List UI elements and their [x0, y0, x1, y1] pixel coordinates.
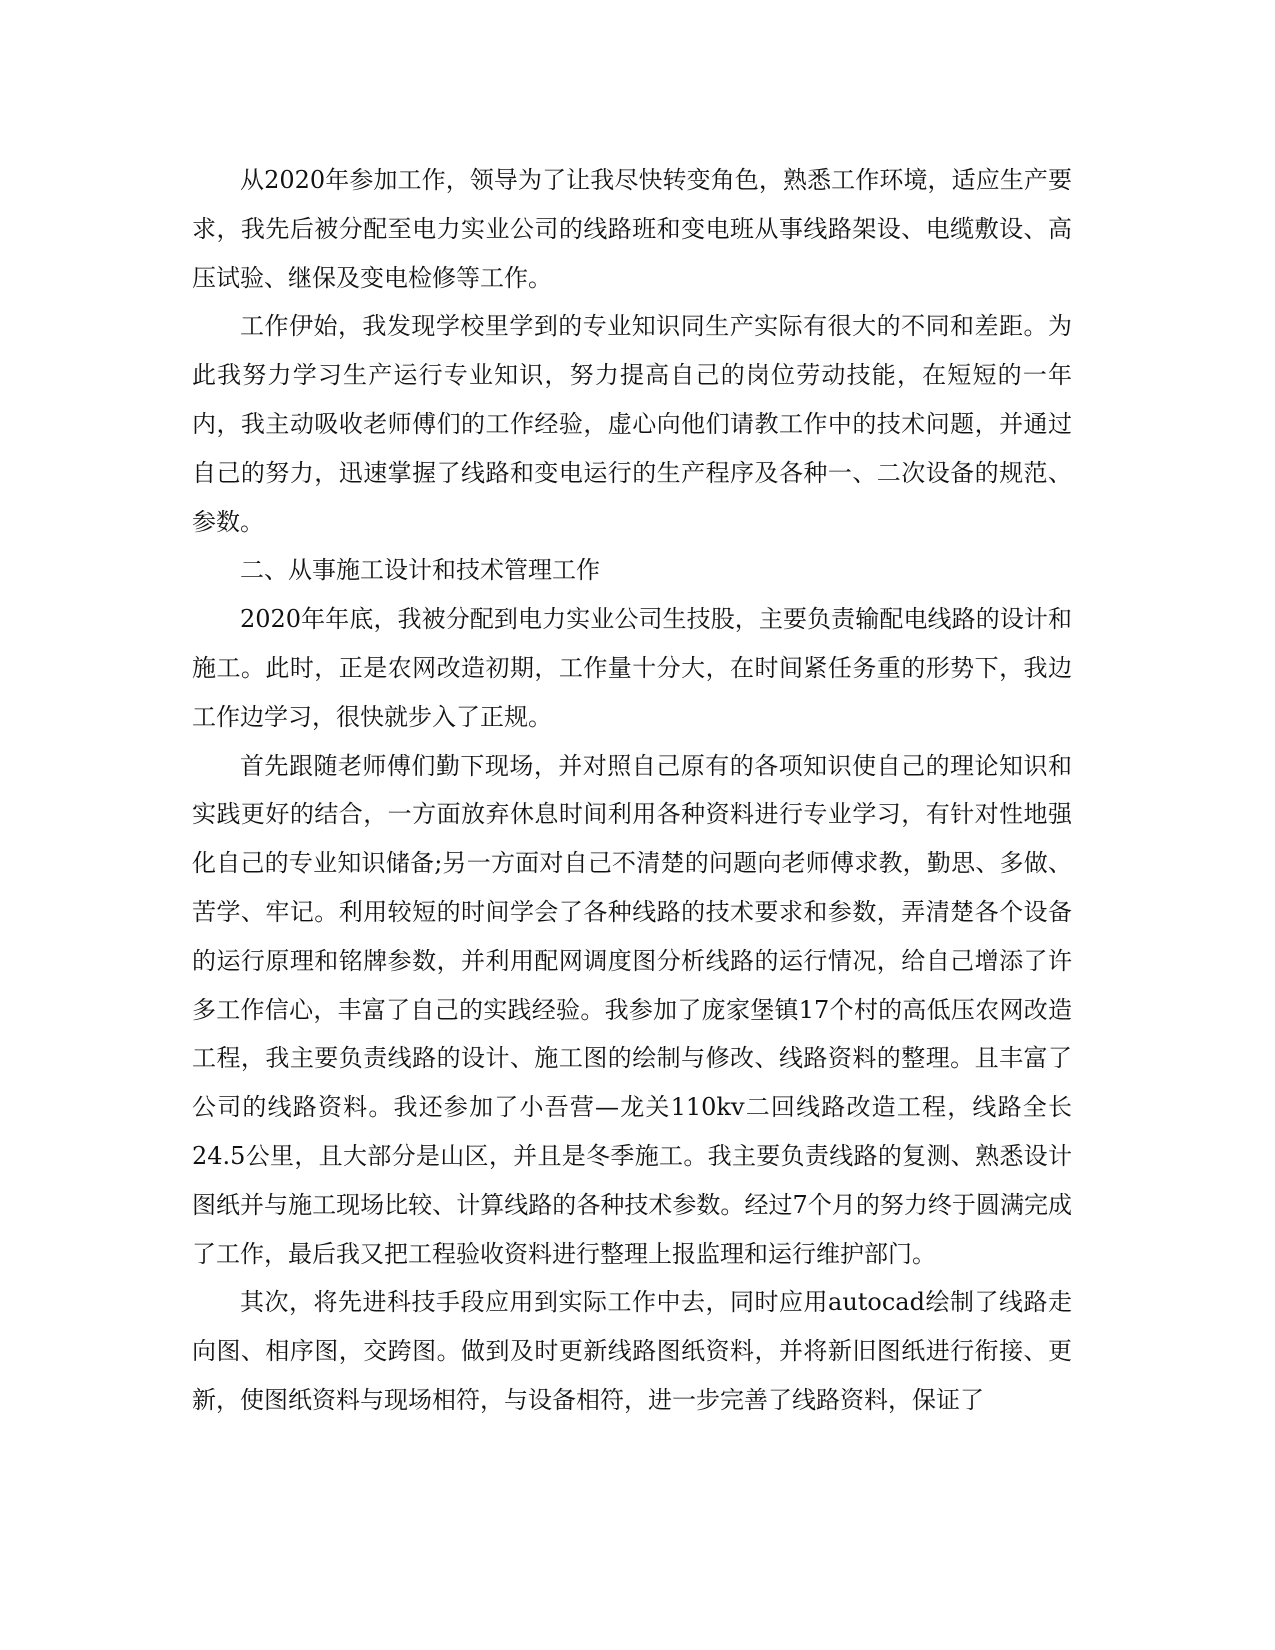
paragraph-first-steps: 首先跟随老师傅们勤下现场，并对照自己原有的各项知识使自己的理论知识和实践更好的结合，一方面放弃休息时间利用各种资料进行专业学习，有针对性地强化自己的专业知识储备;另一方面对自己不清楚的问题向老师傅求教，勤思、多做、苦学、牢记。利用较短的时间学会了各种线路的技术要求和参数，弄清楚各个设备的运行原理和铭牌参数，并利用配网调度图分析线路的运行情况，给自己增添了许多工作信心，丰富了自己的实践经验。我参加了庞家堡镇17个村的高低压农网改造工程，我主要负责线路的设计、施工图的绘制与修改、线路资料的整理。且丰富了公司的线路资料。我还参加了小吾营—龙关110kv二回线路改造工程，线路全长24.5公里，且大部分是山区，并且是冬季施工。我主要负责线路的复测、熟悉设计图纸并与施工现场比较、计算线路的各种技术参数。经过7个月的努力终于圆满完成了工作，最后我又把工程验收资料进行整理上报监理和运行维护部门。 — [192, 751, 1072, 1268]
section-heading-construction-design: 二、从事施工设计和技术管理工作 — [240, 556, 600, 585]
document-body — [192, 156, 1072, 1425]
paragraph-learning: 工作伊始，我发现学校里学到的专业知识同生产实际有很大的不同和差距。为此我努力学习生产运行专业知识，努力提高自己的岗位劳动技能，在短短的一年内，我主动吸收老师傅们的工作经验，虚心向他们请教工作中的技术问题，并通过自己的努力，迅速掌握了线路和变电运行的生产程序及各种一、二次设备的规范、参数。 — [192, 312, 1072, 536]
paragraph-second-steps: 其次，将先进科技手段应用到实际工作中去，同时应用autocad绘制了线路走向图、相序图，交跨图。做到及时更新线路图纸资料，并将新旧图纸进行衔接、更新，使图纸资料与现场相符，与设备相符，进一步完善了线路资料，保证了 — [192, 1288, 1072, 1414]
paragraph-assignment: 2020年年底，我被分配到电力实业公司生技股，主要负责输配电线路的设计和施工。此时，正是农网改造初期，工作量十分大，在时间紧任务重的形势下，我边工作边学习，很快就步入了正规。 — [192, 605, 1072, 731]
paragraph-work-start: 从2020年参加工作，领导为了让我尽快转变角色，熟悉工作环境，适应生产要求，我先后被分配至电力实业公司的线路班和变电班从事线路架设、电缆敷设、高压试验、继保及变电检修等工作。 — [192, 166, 1072, 292]
